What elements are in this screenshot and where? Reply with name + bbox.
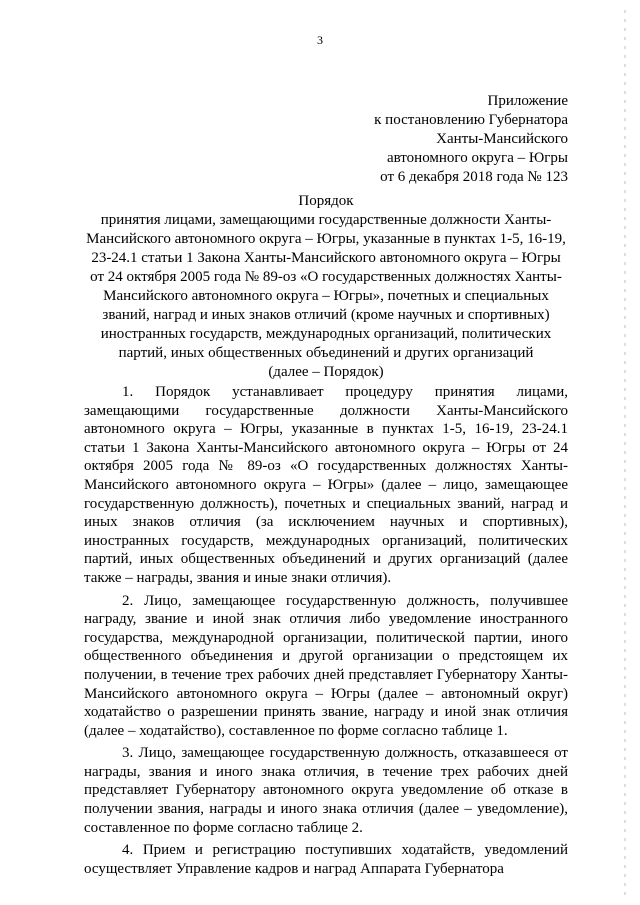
appendix-line: к постановлению Губернатора <box>374 112 568 128</box>
paragraph-1: 1. Порядок устанавливает процедуру принятия лицами, замещающими государственные должности Ханты-Мансийского автономного округа – Югры, указанные в пунктах 1-5, 16-19, 23-24.1 статьи 1 Закона Ханты-Мансийского автономного округа – Югры от 24 октября 2005 года № 89-оз «О государственных должностях Ханты-Мансийского автономного округа – Югры» (далее – лицо, замещающее государственную должность), почетных и специальных званий, наград и иных знаков отличия (за исключением научных и спортивных), иностранных государств, международных организаций, политических партий, иных общественных объединений и других организаций (далее также – награды, звания и иные знаки отличия). <box>84 384 568 586</box>
paragraph-3: 3. Лицо, замещающее государственную должность, отказавшееся от награды, звания и иного знака отличия, в течение трех рабочих дней представляет Губернатору автономного округа уведомление об отказе в получении звания, награды и иного знака отличия (далее – уведомление), составленное по форме согласно таблице 2. <box>84 745 568 836</box>
scan-edge-mark <box>624 10 626 895</box>
title-line: (далее – Порядок) <box>268 364 384 380</box>
title-heading: Порядок <box>298 193 354 209</box>
page-number: 3 <box>317 33 323 47</box>
document-title <box>84 192 568 382</box>
title-line: партий, иных общественных объединений и других организаций <box>118 345 534 361</box>
title-line: Мансийского автономного округа – Югры, указанные в пунктах 1-5, 16-19, <box>86 231 566 247</box>
title-line: от 24 октября 2005 года № 89-оз «О государственных должностях Ханты- <box>90 269 562 285</box>
title-line: иностранных государств, международных организаций, политических <box>100 326 552 342</box>
appendix-line: Ханты-Мансийского <box>436 131 568 147</box>
appendix-line: Приложение <box>487 93 568 109</box>
appendix-line: автономного округа – Югры <box>386 150 568 166</box>
title-line: Мансийского автономного округа – Югры», почетных и специальных <box>103 288 549 304</box>
title-line: принятия лицами, замещающими государственные должности Ханты- <box>100 212 552 228</box>
paragraph-2: 2. Лицо, замещающее государственную должность, получившее награду, звание и иной знак отличия либо уведомление иностранного государства, международной организации, политической партии, иного общественного объединения и другой организации о предстоящем их получении, в течение трех рабочих дней представляет Губернатору Ханты-Мансийского автономного округа – Югры (далее – автономный округ) ходатайство о разрешении принять звание, награду и иной знак отличия (далее – ходатайство), составленное по форме согласно таблице 1. <box>84 592 568 739</box>
paragraph-4: 4. Прием и регистрацию поступивших ходатайств, уведомлений осуществляет Управление кадров и наград Аппарата Губернатора <box>84 842 568 877</box>
title-line: званий, наград и иных знаков отличий (кроме научных и спортивных) <box>102 307 550 323</box>
appendix-block <box>374 92 568 187</box>
document-body <box>84 383 568 882</box>
appendix-line: от 6 декабря 2018 года № 123 <box>380 169 568 185</box>
title-line: 23-24.1 статьи 1 Закона Ханты-Мансийского автономного округа – Югры <box>91 250 561 266</box>
